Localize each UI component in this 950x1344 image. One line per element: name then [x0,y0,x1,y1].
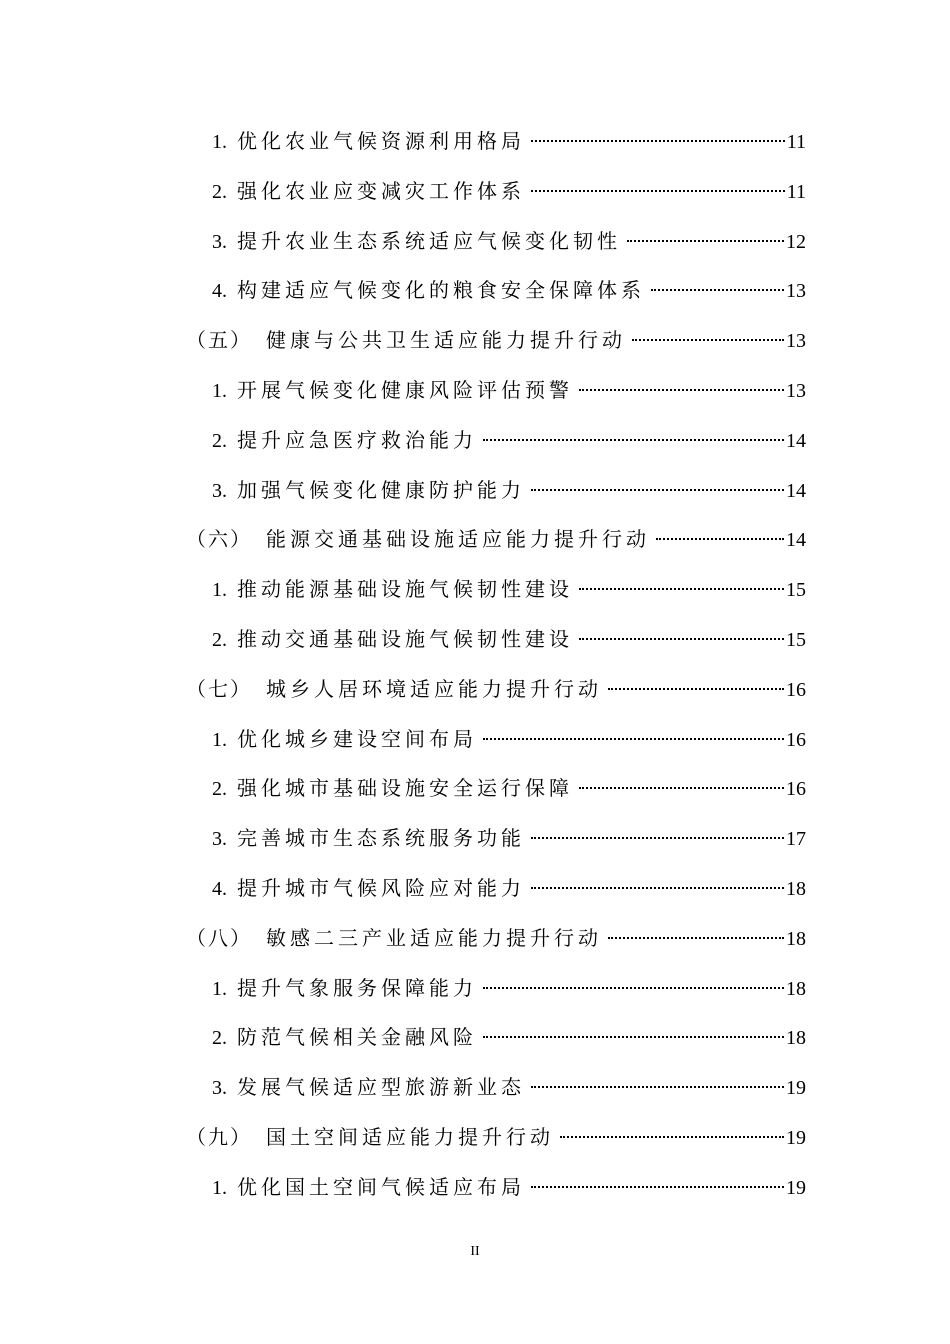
toc-page-number: 18 [786,927,806,950]
toc-page-number: 14 [786,479,806,502]
toc-entry-number: 1. [212,579,227,602]
toc-dot-leader [656,537,784,540]
toc-entry-number: 2. [212,429,227,452]
toc-page-number: 16 [786,678,806,701]
toc-dot-leader [608,936,784,939]
toc-page-number: 16 [786,778,806,801]
toc-entry-number: （七） [186,676,252,701]
toc-entry-title: 强化城市基础设施安全运行保障 [237,776,573,801]
toc-subsection-entry[interactable] [212,365,806,415]
toc-entry-title: 提升应急医疗救治能力 [237,427,477,452]
toc-dot-leader [608,687,784,690]
toc-page-number: 14 [786,429,806,452]
toc-section-entry[interactable] [186,664,806,714]
toc-entry-number: 1. [212,728,227,751]
toc-entry-title: 构建适应气候变化的粮食安全保障体系 [237,278,645,303]
toc-dot-leader [483,737,784,740]
toc-page-number: 11 [786,131,806,153]
toc-dot-leader [579,637,784,640]
toc-entry-title: 完善城市生态系统服务功能 [237,826,525,851]
toc-entry-title: 城乡人居环境适应能力提升行动 [266,676,602,701]
toc-entry-title: 推动能源基础设施气候韧性建设 [237,577,573,602]
toc-subsection-entry[interactable] [212,763,806,813]
toc-entry-title: 能源交通基础设施适应能力提升行动 [266,527,650,552]
toc-entry-number: 4. [212,280,227,303]
toc-entry-number: 3. [212,1077,227,1100]
toc-page-number: 17 [786,828,806,851]
toc-entry-number: （五） [186,328,252,353]
toc-subsection-entry[interactable] [212,1062,806,1112]
toc-entry-number: 2. [212,180,227,203]
toc-entry-title: 加强气候变化健康防护能力 [237,477,525,502]
toc-entry-title: 健康与公共卫生适应能力提升行动 [266,328,626,353]
toc-subsection-entry[interactable] [212,564,806,614]
toc-page-number: 12 [786,230,806,253]
toc-entry-title: 发展气候适应型旅游新业态 [237,1075,525,1100]
toc-page-number: 18 [786,1027,806,1050]
toc-page-number: 13 [786,280,806,303]
toc-subsection-entry[interactable] [212,714,806,764]
toc-subsection-entry[interactable] [212,216,806,266]
toc-entry-number: （九） [186,1125,252,1149]
toc-page-number: 18 [786,977,806,1000]
toc-dot-leader [560,1135,784,1138]
toc-entry-number: 1. [212,131,227,153]
toc-dot-leader [651,288,784,291]
toc-dot-leader [531,139,785,142]
toc-entry-number: （六） [186,527,252,552]
toc-dot-leader [627,239,784,242]
toc-dot-leader [632,338,784,341]
toc-subsection-entry[interactable] [212,614,806,664]
toc-page-number: 15 [786,629,806,651]
toc-page-number: 11 [786,180,806,203]
toc-dot-leader [579,388,784,391]
toc-page-number: 15 [786,579,806,602]
toc-dot-leader [483,438,784,441]
toc-dot-leader [531,886,784,889]
toc-entry-title: 防范气候相关金融风险 [237,1025,477,1050]
toc-dot-leader [531,189,785,192]
toc-dot-leader [531,836,784,839]
toc-entry-title: 推动交通基础设施气候韧性建设 [237,627,573,651]
toc-entry-number: 3. [212,230,227,253]
toc-dot-leader [531,488,784,491]
toc-subsection-entry[interactable] [212,1012,806,1062]
toc-entry-number: 4. [212,878,227,900]
toc-page-number: 13 [786,380,806,402]
toc-section-entry[interactable] [186,1112,806,1162]
toc-entry-number: 2. [212,1027,227,1050]
toc-section-entry[interactable] [186,913,806,963]
toc-page-number: 18 [786,878,806,900]
toc-subsection-entry[interactable] [212,116,806,166]
toc-entry-number: 2. [212,629,227,651]
toc-page-number: 19 [786,1077,806,1100]
toc-dot-leader [483,986,784,989]
toc-entry-title: 提升城市气候风险应对能力 [237,876,525,900]
toc-page-number: 19 [786,1127,806,1149]
toc-dot-leader [531,1085,784,1088]
toc-entry-title: 优化农业气候资源利用格局 [237,129,525,153]
toc-page-number: 19 [786,1176,806,1199]
toc-entry-number: （八） [186,925,252,950]
toc-entry-number: 1. [212,977,227,1000]
toc-page-number: 16 [786,728,806,751]
toc-dot-leader [579,786,784,789]
toc-entry-title: 国土空间适应能力提升行动 [266,1125,554,1149]
toc-section-entry[interactable] [186,315,806,365]
toc-subsection-entry[interactable] [212,465,806,515]
toc-subsection-entry[interactable] [212,963,806,1013]
toc-entry-number: 3. [212,479,227,502]
toc-entry-title: 敏感二三产业适应能力提升行动 [266,925,602,950]
toc-page-number: 13 [786,330,806,353]
toc-dot-leader [483,1035,784,1038]
toc-subsection-entry[interactable] [212,1162,806,1212]
toc-entry-number: 2. [212,778,227,801]
toc-dot-leader [579,587,784,590]
toc-dot-leader [531,1185,784,1188]
toc-subsection-entry[interactable] [212,415,806,465]
toc-entry-title: 优化国土空间气候适应布局 [237,1174,525,1199]
toc-entry-title: 强化农业应变减灾工作体系 [237,178,525,203]
toc-entry-title: 开展气候变化健康风险评估预警 [237,378,573,402]
toc-entry-title: 优化城乡建设空间布局 [237,726,477,751]
toc-entry-title: 提升气象服务保障能力 [237,975,477,1000]
toc-subsection-entry[interactable] [212,265,806,315]
toc-page-number: 14 [786,529,806,552]
page-footer-number: II [470,1244,480,1259]
toc-entry-title: 提升农业生态系统适应气候变化韧性 [237,228,621,253]
toc-entry-number: 1. [212,380,227,402]
toc-subsection-entry[interactable] [212,813,806,863]
toc-section-entry[interactable] [186,514,806,564]
toc-entry-number: 1. [212,1176,227,1199]
toc-entry-number: 3. [212,828,227,851]
toc-subsection-entry[interactable] [212,166,806,216]
toc-subsection-entry[interactable] [212,863,806,913]
